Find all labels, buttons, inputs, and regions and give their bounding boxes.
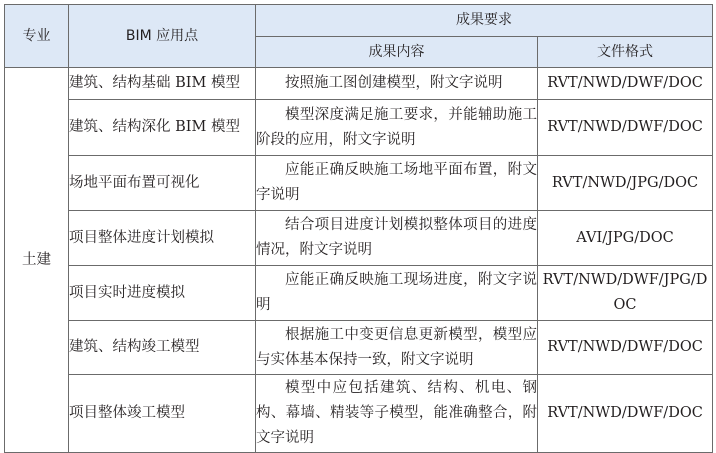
header-row-1 (5, 5, 713, 37)
table-row (5, 321, 713, 375)
bim-point-cell: 场地平面布置可视化 (69, 156, 256, 211)
bim-point-cell: 项目实时进度模拟 (69, 266, 256, 321)
bim-point-cell: 建筑、结构基础 BIM 模型 (69, 68, 256, 100)
content-text: 按照施工图创建模型，附文字说明 (285, 75, 503, 91)
bim-requirements-table (4, 4, 713, 453)
content-cell (256, 211, 538, 266)
content-cell (256, 100, 538, 156)
bim-point-cell: 建筑、结构深化 BIM 模型 (69, 100, 256, 156)
content-text: 应能正确反映施工场地平面布置，附文字说明 (256, 162, 537, 203)
bim-point-cell: 项目整体进度计划模拟 (69, 211, 256, 266)
bim-point-cell: 项目整体竣工模型 (69, 375, 256, 453)
header-format: 文件格式 (538, 37, 713, 68)
format-cell: RVT/NWD/JPG/DOC (538, 156, 713, 211)
format-cell: RVT/NWD/DWF/JPG/DOC (538, 266, 713, 321)
header-requirements: 成果要求 (256, 5, 713, 37)
header-bim-point: BIM 应用点 (69, 5, 256, 68)
content-text: 根据施工中变更信息更新模型，模型应与实体基本保持一致，附文字说明 (256, 326, 537, 368)
content-text: 结合项目进度计划模拟整体项目的进度情况，附文字说明 (256, 217, 537, 258)
table-row (5, 68, 713, 100)
content-cell (256, 156, 538, 211)
format-cell: RVT/NWD/DWF/DOC (538, 321, 713, 375)
content-text: 应能正确反映施工现场进度，附文字说明 (256, 272, 537, 313)
content-cell (256, 266, 538, 321)
content-text: 模型中应包括建筑、结构、机电、钢构、幕墙、精装等子模型，能准确整合，附文字说明 (256, 380, 537, 446)
content-cell (256, 321, 538, 375)
table-row (5, 100, 713, 156)
table-row (5, 266, 713, 321)
table-header (5, 5, 713, 68)
format-cell: RVT/NWD/DWF/DOC (538, 100, 713, 156)
format-cell: RVT/NWD/DWF/DOC (538, 375, 713, 453)
table-body (5, 68, 713, 453)
header-major: 专业 (5, 5, 69, 68)
content-cell (256, 375, 538, 453)
header-content: 成果内容 (256, 37, 538, 68)
content-cell (256, 68, 538, 100)
table-row (5, 156, 713, 211)
table-row (5, 375, 713, 453)
table-row (5, 211, 713, 266)
format-cell: AVI/JPG/DOC (538, 211, 713, 266)
bim-point-cell: 建筑、结构竣工模型 (69, 321, 256, 375)
format-cell: RVT/NWD/DWF/DOC (538, 68, 713, 100)
content-text: 模型深度满足施工要求，并能辅助施工阶段的应用，附文字说明 (256, 106, 537, 148)
major-cell: 土建 (5, 68, 69, 453)
